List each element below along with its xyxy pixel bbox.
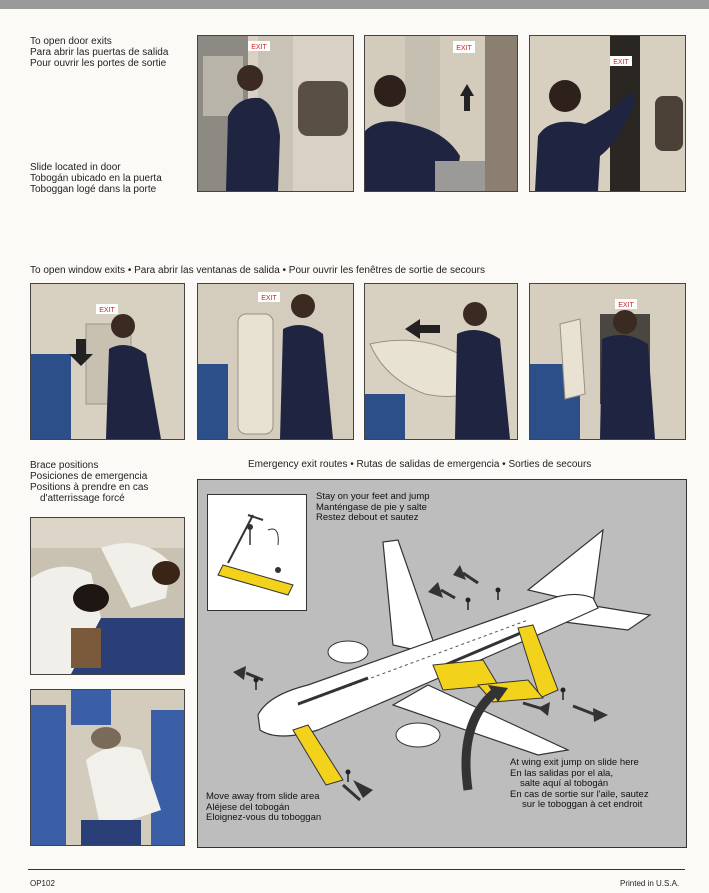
move-away-es: Aléjese del tobogán	[206, 801, 290, 813]
door-heading-fr: Pour ouvrir les portes de sortie	[30, 58, 167, 69]
svg-text:EXIT: EXIT	[251, 44, 267, 51]
jump-es: Manténgase de pie y salte	[316, 501, 427, 513]
svg-text:EXIT: EXIT	[99, 307, 115, 314]
slide-note-en: Slide located in door	[30, 162, 121, 173]
door-photo-3	[529, 35, 686, 192]
window-exits-heading: To open window exits • Para abrir las ventanas de salida • Pour ouvrir les fenêtres de sortie de secours	[30, 265, 486, 276]
window-photo-1	[30, 283, 185, 440]
door-photo-1	[197, 35, 354, 192]
wing-es-2: salte aquí al tobogán	[520, 778, 609, 789]
wing-en: At wing exit jump on slide here	[510, 757, 639, 768]
brace-photo-1	[30, 517, 185, 675]
top-border	[0, 0, 709, 9]
move-away-instruction	[206, 792, 321, 824]
slide-note-es: Tobogán ubicado en la puerta	[30, 173, 162, 184]
brace-heading-es: Posiciones de emergencia	[30, 471, 148, 482]
svg-text:EXIT: EXIT	[261, 295, 277, 302]
wing-fr-2: sur le toboggan à cet endroit	[522, 799, 643, 810]
move-away-en: Move away from slide area	[206, 791, 320, 802]
move-away-fr: Eloignez-vous du toboggan	[206, 812, 322, 823]
door-heading-es: Para abrir las puertas de salida	[30, 47, 169, 58]
svg-text:EXIT: EXIT	[618, 302, 634, 309]
brace-heading	[30, 460, 148, 504]
svg-text:EXIT: EXIT	[613, 59, 629, 66]
window-photo-3	[364, 283, 518, 440]
brace-heading-fr-2: d'atterrissage forcé	[40, 493, 125, 504]
routes-heading: Emergency exit routes • Rutas de salidas de emergencia • Sorties de secours	[248, 459, 592, 470]
wing-fr-1: En cas de sortie sur l'aile, sautez	[510, 788, 649, 800]
door-heading-en: To open door exits	[30, 36, 112, 47]
footer-printed: Printed in U.S.A.	[620, 879, 680, 888]
jump-fr: Restez debout et sautez	[316, 512, 419, 523]
door-photo-2	[364, 35, 518, 192]
jump-en: Stay on your feet and jump	[316, 491, 430, 502]
door-exits-heading	[30, 36, 168, 69]
svg-text:EXIT: EXIT	[456, 45, 472, 52]
window-photo-4	[529, 283, 686, 440]
footer-code: OP102	[30, 879, 55, 888]
window-photo-2	[197, 283, 354, 440]
slide-note	[30, 162, 162, 195]
wing-exit-instruction	[510, 758, 649, 811]
brace-photo-2	[30, 689, 185, 846]
exit-routes-diagram	[197, 479, 687, 848]
brace-heading-en: Brace positions	[30, 460, 99, 471]
slide-note-fr: Toboggan logé dans la porte	[30, 184, 157, 195]
brace-heading-fr-1: Positions à prendre en cas	[30, 482, 149, 493]
footer-rule	[28, 869, 685, 870]
wing-es-1: En las salidas por el ala,	[510, 767, 613, 779]
